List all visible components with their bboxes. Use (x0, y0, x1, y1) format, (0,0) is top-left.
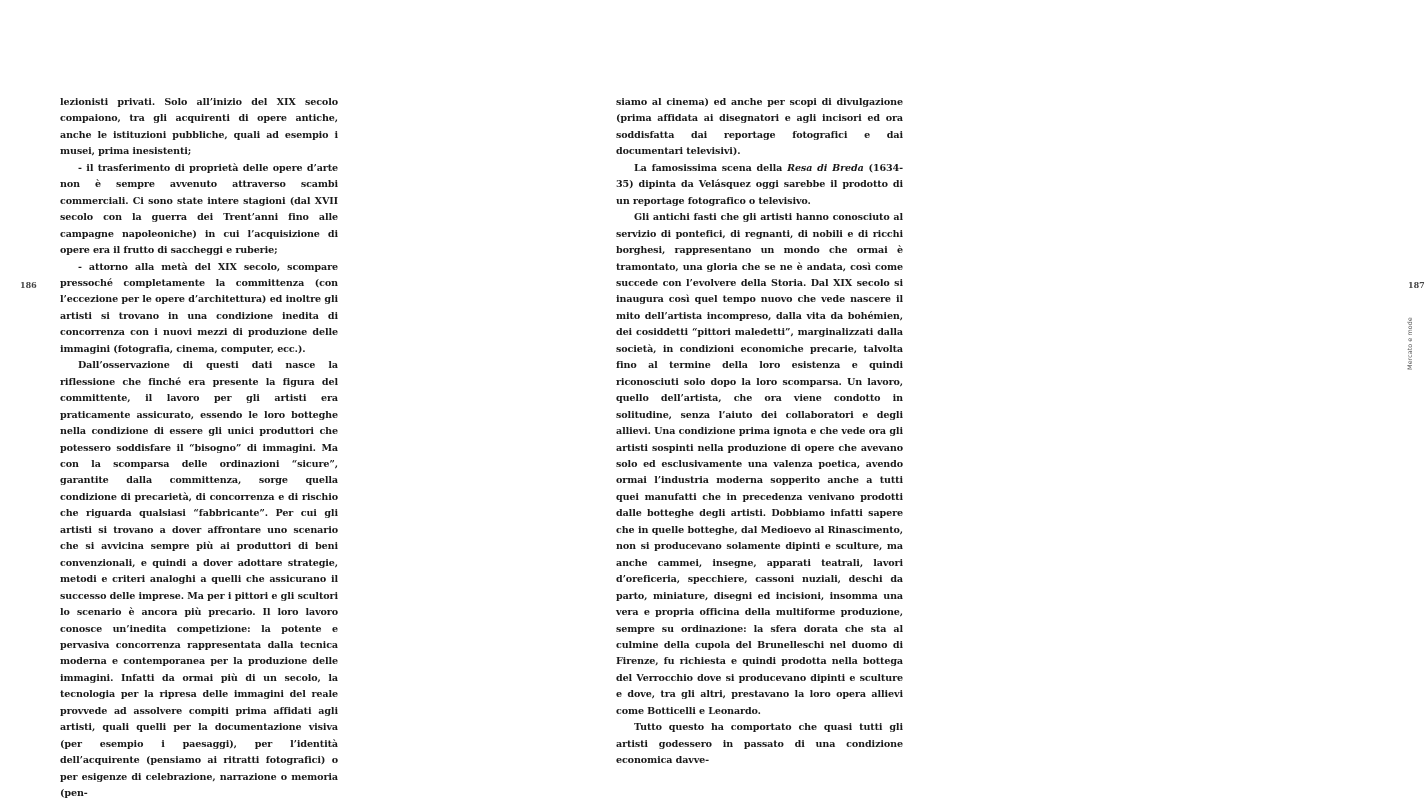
paragraph: Gli antichi fasti che gli artisti hanno conosciuto al servizio di pontefici, di regnanti, di nobili e di ricchi borghesi, rappresentano un mondo che ormai è tramontato, una gloria che se ne è andata, così come succede con l’evolvere della Storia. Dal XIX secolo si inaugura così quel tempo nuovo che vede nascere il mito dell’artista incompreso, dalla vita da bohémien, dei cosiddetti “pittori maledetti”, marginalizzati dalla società, in condizioni economiche precarie, talvolta fino al termine della loro esistenza e quindi riconosciuti solo dopo la loro scomparsa. Un lavoro, quello dell’artista, che ora viene condotto in solitudine, senza l’aiuto dei collaboratori e degli allievi. Una condizione prima ignota e che vede ora gli artisti sospinti nella produzione di opere che avevano solo ed esclusivamente una valenza poetica, avendo ormai l’industria moderna sopperito anche a tutti quei manufatti che in precedenza venivano prodotti dalle botteghe degli artisti. Dobbiamo infatti sapere che in quelle botteghe, dal Medioevo al Rinascimento, non si producevano solamente dipinti e sculture, ma anche cammei, insegne, apparati teatrali, lavori d’oreficeria, specchiere, cassoni nuziali, deschi da parto, miniature, disegni ed incisioni, insomma una vera e propria officina della multiforme produzione, sempre su ordinazione: la sfera dorata che sta al culmine della cupola del Brunelleschi nel duomo di Firenze, fu richiesta e quindi prodotta nella bottega del Verrocchio dove si producevano dipinti e sculture e dove, tra gli altri, prestavano la loro opera allievi come Botticelli e Leonardo. (616, 212, 903, 717)
left-page (0, 0, 480, 800)
text-run: (1634-35) dipinta da Velásquez oggi sarebbe il prodotto di un reportage fotografico o televisivo. (616, 162, 903, 207)
paragraph (616, 161, 903, 210)
text-run: La famosissima scena della (634, 162, 788, 174)
paragraph: Dall’osservazione di questi dati nasce la riflessione che finché era presente la figura del committente, il lavoro per gli artisti era praticamente assicurato, essendo le loro botteghe nella condizione di essere gli unici produttori che potessero soddisfare il “bisogno” di immagini. Ma con la scomparsa delle ordinazioni “sicure”, garantite dalla committenza, sorge quella condizione di precarietà, di concorrenza e di rischio che riguarda qualsiasi “fabbricante”. Per cui gli artisti si trovano a dover affrontare uno scenario che si avvicina sempre più ai produttori di beni convenzionali, e quindi a dover adottare strategie, metodi e criteri analoghi a quelli che assicurano il successo delle imprese. Ma per i pittori e gli scultori lo scenario è ancora più precario. Il loro lavoro conosce un’inedita competizione: la potente e pervasiva concorrenza rappresentata dalla tecnica moderna e contemporanea per la produzione delle immagini. Infatti da ormai più di un secolo, la tecnologia per la ripresa delle immagini del reale provvede ad assolvere compiti prima affidati agli artisti, quali quelli per la documentazione visiva (per esempio i paesaggi), per l’identità dell’acquirente (pensiamo ai ritratti fotografici) o per esigenze di celebrazione, narrazione o memoria (pen- (60, 360, 338, 800)
list-item: - il trasferimento di proprietà delle opere d’arte non è sempre avvenuto attraverso scambi commerciali. Ci sono state intere stagioni (dal XVII secolo con la guerra dei Trent’anni fino alle campagne napoleoniche) in cui l’acquisizione di opere era il frutto di saccheggi e ruberie; (60, 162, 338, 257)
right-text-column (616, 95, 903, 770)
paragraph: lezionisti privati. Solo all’inizio del XIX secolo compaiono, tra gli acquirenti di opere antiche, anche le istituzioni pubbliche, quali ad esempio i musei, prima inesistenti; (60, 97, 338, 158)
artwork-title: Resa di Breda (787, 162, 864, 174)
running-head: Mercato e mode (1406, 317, 1414, 370)
paragraph: Tutto questo ha comportato che quasi tutti gli artisti godessero in passato di una condizione economica davve- (616, 722, 903, 767)
list-item: - attorno alla metà del XIX secolo, scompare pressoché completamente la committenza (con l’eccezione per le opere d’architettura) ed inoltre gli artisti si trovano in una condizione inedita di concorrenza con i nuovi mezzi di produzione delle immagini (fotografia, cinema, computer, ecc.). (60, 261, 338, 355)
paragraph: siamo al cinema) ed anche per scopi di divulgazione (prima affidata ai disegnatori e agli incisori ed ora soddisfatta dai reportage fotografici e dai documentari televisivi). (616, 97, 903, 158)
left-text-column (60, 95, 338, 802)
page-number-left: 186 (20, 280, 37, 290)
page-number-right: 187 (1408, 280, 1425, 290)
